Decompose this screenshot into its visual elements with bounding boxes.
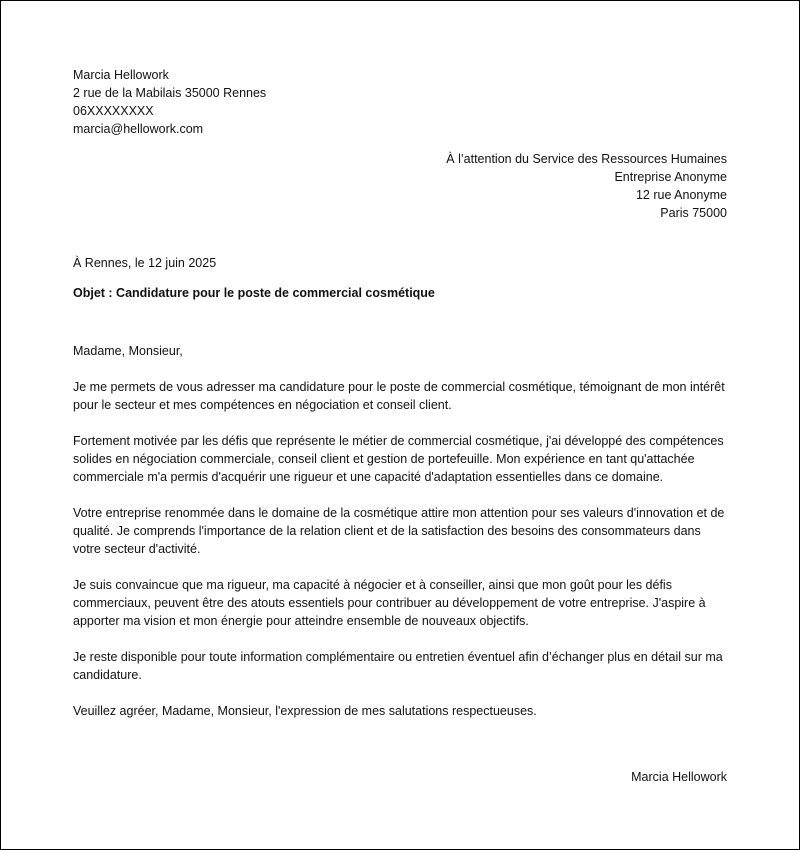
date-line: À Rennes, le 12 juin 2025 — [73, 256, 217, 270]
letter-body — [73, 342, 729, 738]
recipient-street: 12 rue Anonyme — [635, 188, 727, 202]
body-paragraph: Fortement motivée par les défis que représente le métier de commercial cosmétique, j'ai développé des compétences solides en négociation commerciale, conseil client et gestion de portefeuille. Mon expérience en tant qu'attachée commerciale m'a permis d'acquérir une rigueur et une capacité d'adaptation essentielles dans ce domaine. — [73, 434, 724, 484]
sender-address: 2 rue de la Mabilais 35000 Rennes — [73, 86, 267, 100]
recipient-attention: À l’attention du Service des Ressources Humaines — [446, 152, 727, 166]
subject-line: Objet : Candidature pour le poste de commercial cosmétique — [73, 286, 435, 300]
sender-email: marcia@hellowork.com — [73, 122, 204, 136]
body-paragraph: Je reste disponible pour toute information complémentaire ou entretien éventuel afin d’échanger plus en détail sur ma candidature. — [73, 650, 723, 682]
recipient-company: Entreprise Anonyme — [614, 170, 727, 184]
recipient-block — [307, 150, 727, 222]
body-paragraph: Je suis convaincue que ma rigueur, ma capacité à négocier et à conseiller, ainsi que mon goût pour les défis commerciaux, peuvent être des atouts essentiels pour contribuer au développement de votre entreprise. J'aspire à apporter ma vision et mon énergie pour atteindre ensemble de nouveaux objectifs. — [73, 578, 706, 628]
salutation: Madame, Monsieur, — [73, 344, 183, 358]
sender-name: Marcia Hellowork — [73, 68, 169, 82]
recipient-city: Paris 75000 — [660, 206, 727, 220]
signature: Marcia Hellowork — [631, 770, 727, 784]
closing-paragraph: Veuillez agréer, Madame, Monsieur, l'expression de mes salutations respectueuses. — [73, 704, 537, 718]
body-paragraph: Votre entreprise renommée dans le domaine de la cosmétique attire mon attention pour ses valeurs d'innovation et de qualité. Je comprends l'importance de la relation client et de la satisfaction des besoins des consommateurs dans votre secteur d'activité. — [73, 506, 725, 556]
body-paragraph: Je me permets de vous adresser ma candidature pour le poste de commercial cosmétique, témoignant de mon intérêt pour le secteur et mes compétences en négociation et conseil client. — [73, 380, 725, 412]
sender-phone: 06XXXXXXXX — [73, 104, 154, 118]
sender-block — [73, 66, 473, 138]
